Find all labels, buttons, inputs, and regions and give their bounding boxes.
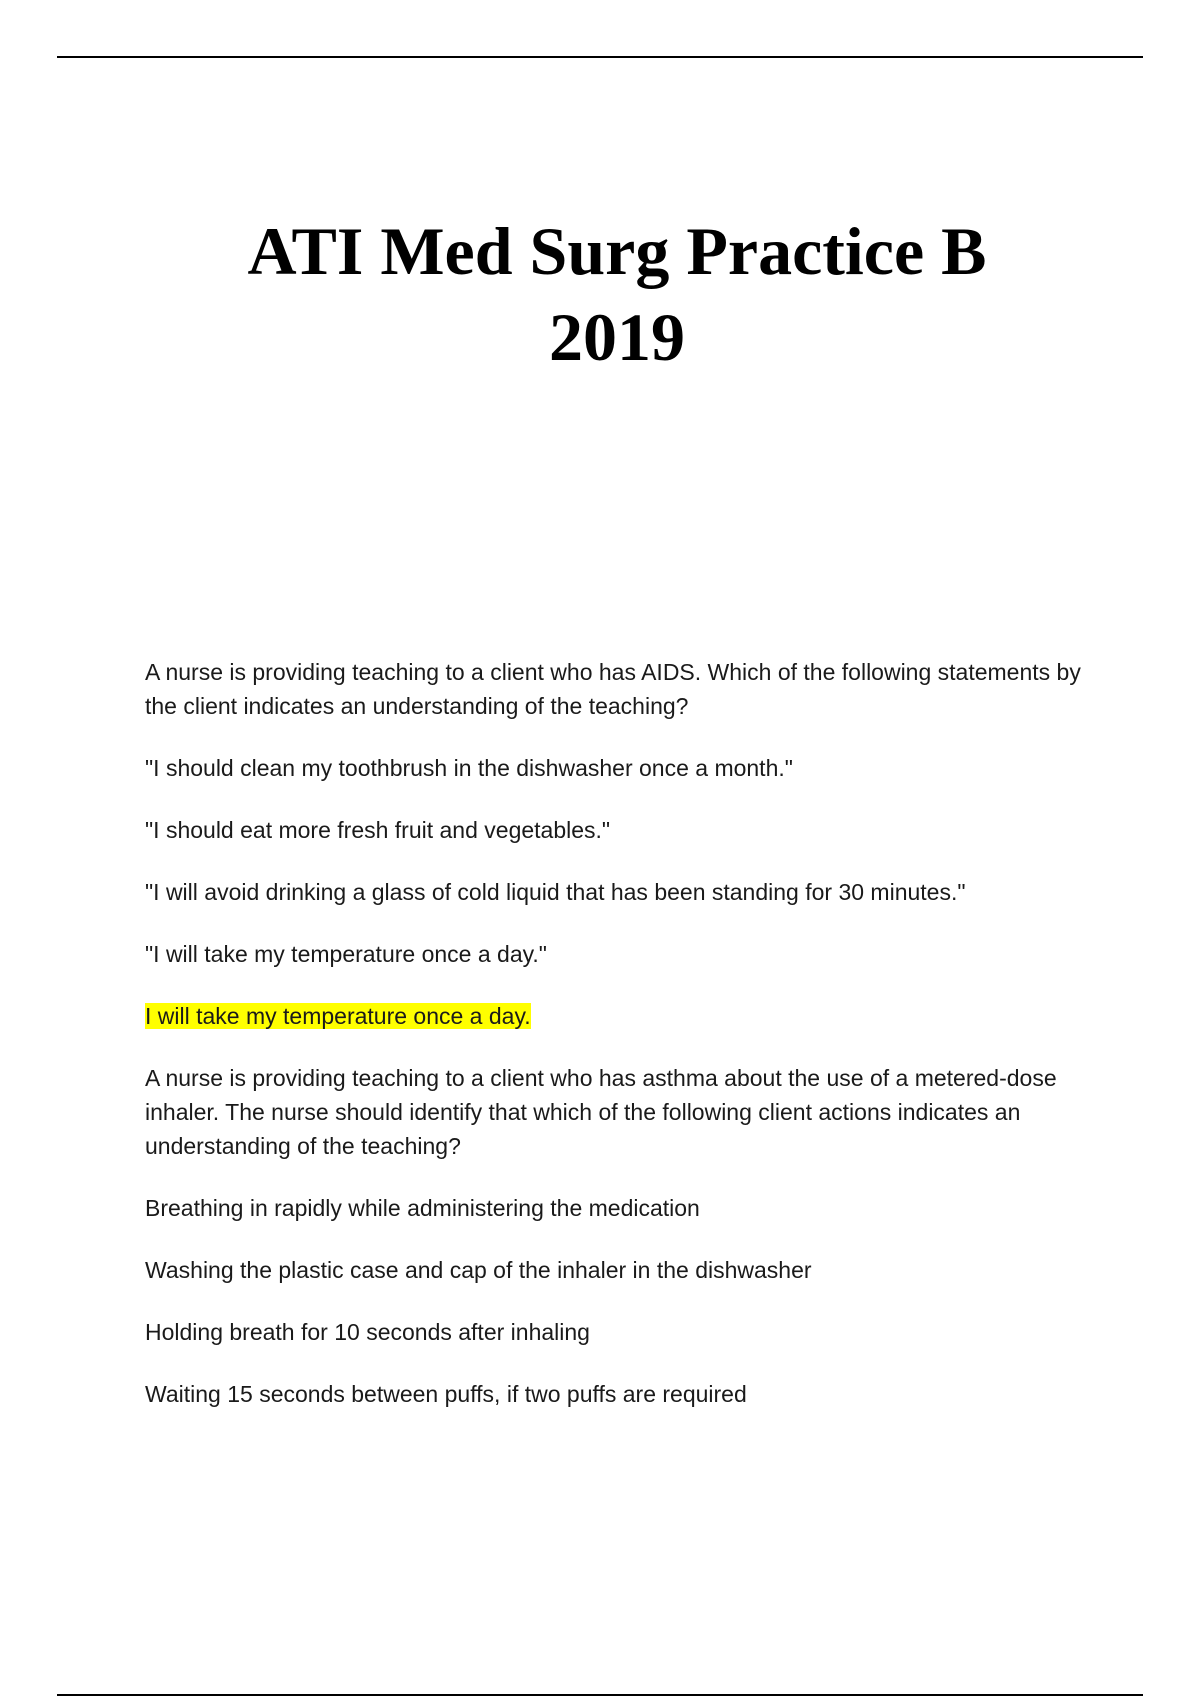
highlighted-answer: I will take my temperature once a day. — [145, 1003, 531, 1029]
question-2-stem: A nurse is providing teaching to a client who has asthma about the use of a metered-dose inhaler. The nurse should identify that which of the following client actions indicates an understanding of the teaching? — [145, 1065, 1057, 1159]
bottom-rule — [57, 1694, 1143, 1696]
question-1-option-4: "I will take my temperature once a day." — [145, 941, 547, 967]
question-2-option-1: Breathing in rapidly while administering the medication — [145, 1195, 700, 1221]
question-1-option-2: "I should eat more fresh fruit and vegetables." — [145, 817, 611, 843]
document-title — [0, 208, 1200, 380]
question-2-option-3: Holding breath for 10 seconds after inhaling — [145, 1319, 590, 1345]
document-body — [145, 655, 1095, 1439]
top-rule — [57, 56, 1143, 58]
question-1-answer — [145, 999, 1095, 1033]
question-1-option-3: "I will avoid drinking a glass of cold liquid that has been standing for 30 minutes." — [145, 879, 966, 905]
question-1-option-1: "I should clean my toothbrush in the dishwasher once a month." — [145, 755, 793, 781]
question-2-option-2: Washing the plastic case and cap of the inhaler in the dishwasher — [145, 1257, 812, 1283]
title-line-2: 2019 — [549, 299, 685, 375]
title-line-1: ATI Med Surg Practice B — [247, 213, 987, 289]
question-1-stem: A nurse is providing teaching to a client who has AIDS. Which of the following statements by the client indicates an understanding of the teaching? — [145, 659, 1081, 719]
question-2-option-4: Waiting 15 seconds between puffs, if two puffs are required — [145, 1381, 747, 1407]
